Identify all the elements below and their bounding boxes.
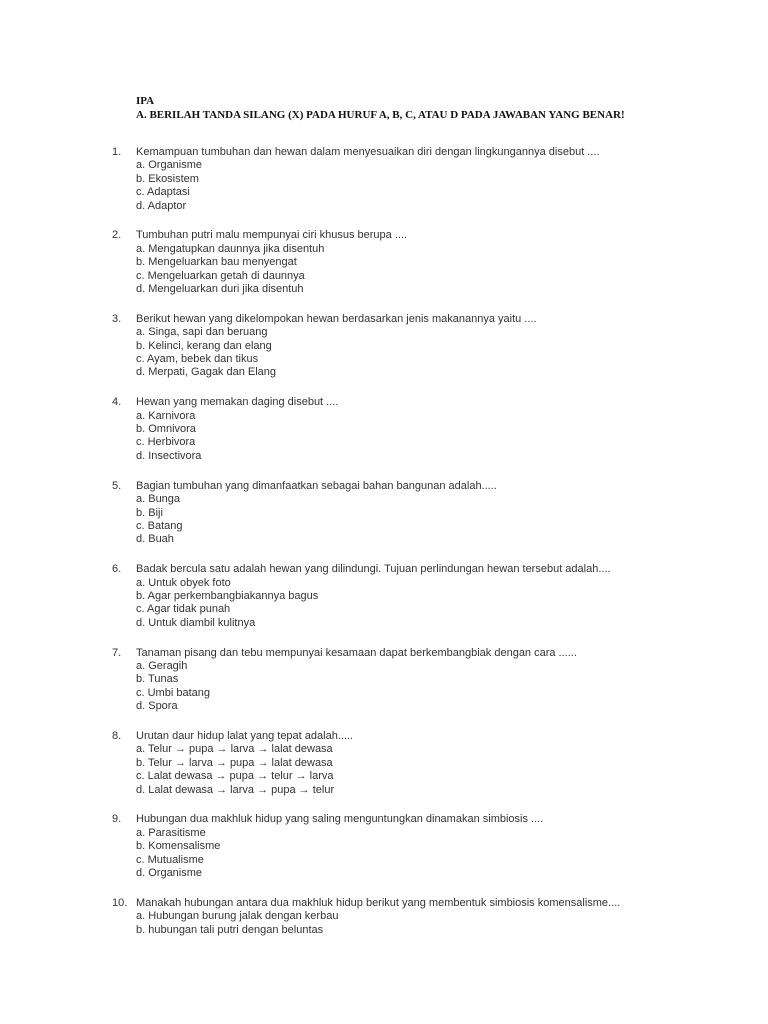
question-text: Berikut hewan yang dikelompokan hewan berdasarkan jenis makanannya yaitu .... bbox=[136, 312, 537, 325]
answer-option: d. Mengeluarkan duri jika disentuh bbox=[136, 283, 304, 296]
answer-option: d. Merpati, Gagak dan Elang bbox=[136, 366, 277, 379]
question-item bbox=[0, 396, 768, 463]
answer-option: a. Hubungan burung jalak dengan kerbau bbox=[136, 910, 339, 923]
question-text: Tumbuhan putri malu mempunyai ciri khusus berupa .... bbox=[136, 229, 408, 242]
question-item bbox=[0, 313, 768, 380]
question-text: Bagian tumbuhan yang dimanfaatkan sebagai bahan bangunan adalah..... bbox=[136, 479, 497, 492]
question-number: 1. bbox=[112, 146, 122, 158]
question-text: Kemampuan tumbuhan dan hewan dalam menyesuaikan diri dengan lingkungannya disebut .... bbox=[136, 146, 600, 158]
question-text: Manakah hubungan antara dua makhluk hidup berikut yang membentuk simbiosis komensalisme.... bbox=[136, 896, 621, 909]
answer-option: a. Telur → pupa → larva → lalat dewasa bbox=[136, 743, 333, 756]
answer-option: c. Umbi batang bbox=[136, 686, 210, 699]
answer-option: d. Untuk diambil kulitnya bbox=[136, 616, 256, 629]
answer-option: c. Batang bbox=[136, 519, 183, 532]
document-header bbox=[136, 94, 625, 122]
answer-option: c. Mutualisme bbox=[136, 853, 204, 866]
answer-option: a. Parasitisme bbox=[136, 826, 206, 839]
answer-option: a. Organisme bbox=[136, 159, 203, 172]
answer-option: a. Mengatupkan daunnya jika disentuh bbox=[136, 242, 325, 255]
answer-option: b. Mengeluarkan bau menyengat bbox=[136, 256, 297, 269]
answer-option: d. Buah bbox=[136, 533, 174, 546]
answer-option: a. Bunga bbox=[136, 493, 181, 506]
question-number: 5. bbox=[112, 479, 122, 492]
question-item bbox=[0, 229, 768, 296]
answer-option: b. Kelinci, kerang dan elang bbox=[136, 339, 272, 352]
answer-option: a. Geragih bbox=[136, 659, 188, 672]
answer-option: d. Insectivora bbox=[136, 449, 202, 462]
question-number: 2. bbox=[112, 229, 122, 242]
answer-option: c. Mengeluarkan getah di daunnya bbox=[136, 269, 305, 282]
answer-option: d. Organisme bbox=[136, 867, 203, 879]
subject-title: IPA bbox=[136, 95, 155, 107]
question-item bbox=[0, 563, 768, 630]
question-number: 7. bbox=[112, 646, 122, 659]
question-text: Tanaman pisang dan tebu mempunyai kesamaan dapat berkembangbiak dengan cara ...... bbox=[136, 646, 577, 659]
answer-option: b. Telur → larva → pupa → lalat dewasa bbox=[136, 756, 333, 769]
question-number: 10. bbox=[112, 896, 128, 909]
answer-option: b. Komensalisme bbox=[136, 840, 221, 853]
answer-option: a. Singa, sapi dan beruang bbox=[136, 326, 268, 339]
answer-option: c. Herbivora bbox=[136, 436, 196, 449]
question-text: Badak bercula satu adalah hewan yang dilindungi. Tujuan perlindungan hewan tersebut adalah.... bbox=[136, 563, 611, 576]
question-number: 8. bbox=[112, 729, 122, 742]
question-number: 9. bbox=[112, 813, 122, 826]
answer-option: c. Ayam, bebek dan tikus bbox=[136, 353, 259, 366]
answer-option: b. Tunas bbox=[136, 673, 179, 686]
answer-option: b. Agar perkembangbiakannya bagus bbox=[136, 589, 319, 602]
answer-option: b. hubungan tali putri dengan beluntas bbox=[136, 923, 324, 936]
answer-option: c. Lalat dewasa → pupa → telur → larva bbox=[136, 770, 334, 783]
question-item bbox=[0, 897, 768, 937]
question-item bbox=[0, 647, 768, 714]
instruction-text: A. BERILAH TANDA SILANG (X) PADA HURUF A, B, C, ATAU D PADA JAWABAN YANG BENAR! bbox=[136, 109, 625, 121]
question-text: Hubungan dua makhluk hidup yang saling menguntungkan dinamakan simbiosis .... bbox=[136, 813, 544, 826]
question-number: 4. bbox=[112, 396, 122, 409]
answer-option: a. Karnivora bbox=[136, 409, 196, 422]
answer-option: c. Adaptasi bbox=[136, 186, 190, 199]
answer-option: d. Lalat dewasa → larva → pupa → telur bbox=[136, 783, 335, 796]
answer-option: a. Untuk obyek foto bbox=[136, 576, 231, 589]
question-number: 3. bbox=[112, 312, 122, 325]
answer-option: b. Omnivora bbox=[136, 423, 196, 436]
answer-option: c. Agar tidak punah bbox=[136, 603, 231, 616]
question-item bbox=[0, 813, 768, 880]
answer-option: d. Spora bbox=[136, 700, 178, 713]
question-item bbox=[0, 730, 768, 797]
answer-option: d. Adaptor bbox=[136, 199, 187, 212]
answer-option: b. Biji bbox=[136, 506, 163, 519]
question-item bbox=[0, 480, 768, 547]
question-text: Hewan yang memakan daging disebut .... bbox=[136, 396, 339, 409]
question-list bbox=[0, 146, 768, 953]
question-text: Urutan daur hidup lalat yang tepat adalah..... bbox=[136, 729, 354, 742]
question-number: 6. bbox=[112, 563, 122, 576]
question-item bbox=[0, 146, 768, 213]
answer-option: b. Ekosistem bbox=[136, 172, 199, 185]
